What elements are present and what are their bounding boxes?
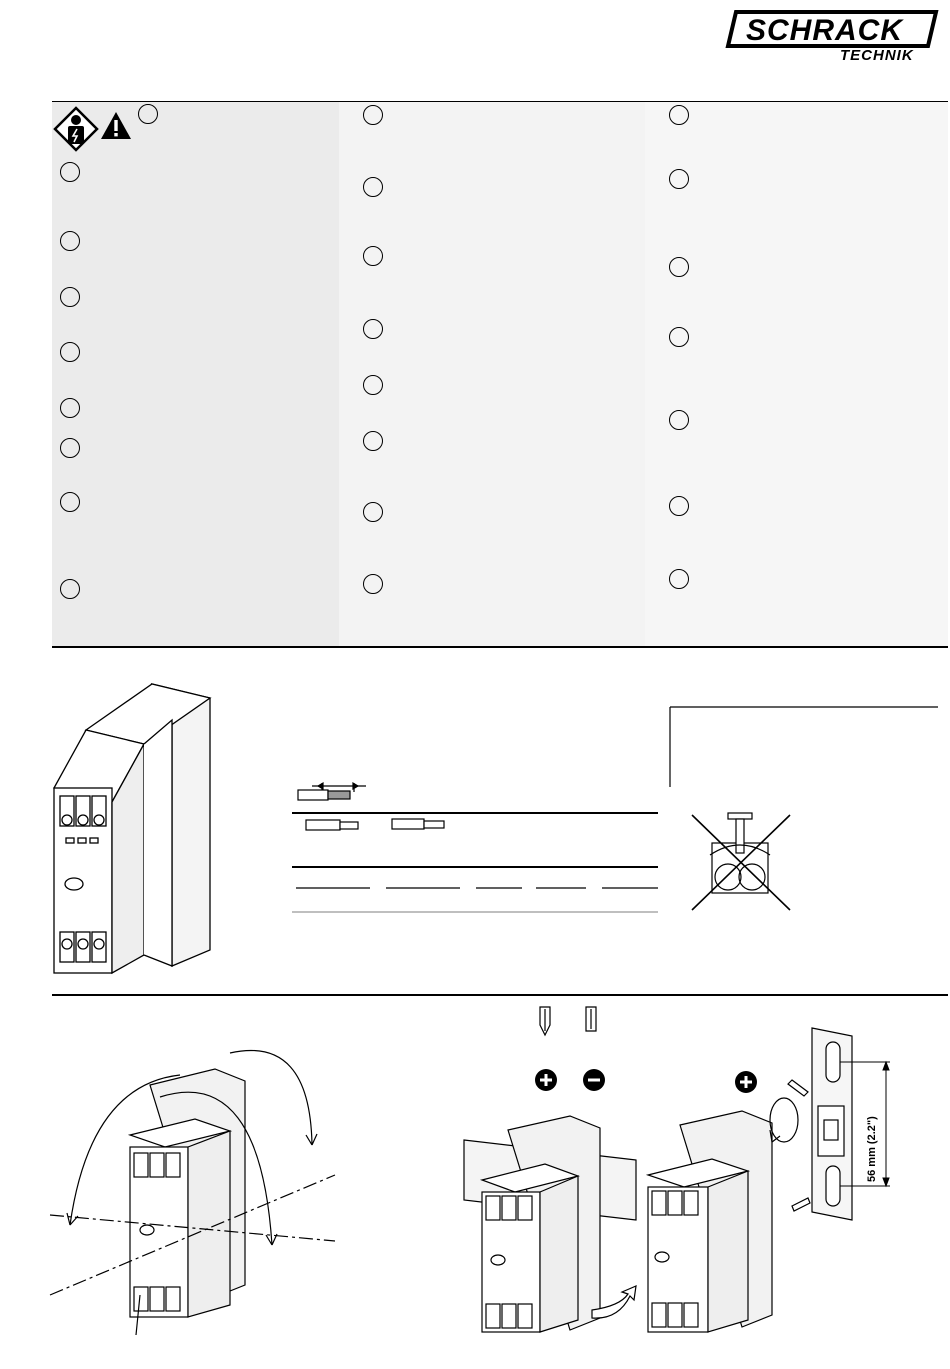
section-divider-middle <box>52 646 948 648</box>
language-marker <box>60 579 80 599</box>
language-marker <box>363 431 383 451</box>
language-marker <box>669 257 689 277</box>
language-marker <box>60 398 80 418</box>
language-marker <box>669 169 689 189</box>
installed-relay-illustration <box>640 1105 780 1340</box>
din-rail-mounting-illustration <box>460 1110 640 1340</box>
plus-icon <box>535 1069 557 1091</box>
language-marker <box>669 496 689 516</box>
language-marker <box>363 319 383 339</box>
instruction-column-3 <box>645 102 948 647</box>
relay-device-illustration <box>52 680 232 980</box>
language-marker <box>60 162 80 182</box>
language-marker <box>363 574 383 594</box>
language-marker <box>363 246 383 266</box>
language-marker <box>669 327 689 347</box>
language-marker <box>138 104 158 124</box>
logo-brand-sub: TECHNIK <box>840 47 914 64</box>
instruction-column-1 <box>52 102 339 647</box>
language-marker <box>60 287 80 307</box>
plus-icon <box>735 1071 757 1093</box>
language-marker <box>669 410 689 430</box>
schrack-technik-logo <box>722 6 944 64</box>
language-marker <box>363 105 383 125</box>
screwdriver-illustrations <box>530 1005 610 1065</box>
section-divider-bottom <box>52 994 948 996</box>
hole-spacing-label: 56 mm (2.2") <box>866 1116 878 1182</box>
mounting-orientation-illustration <box>50 1025 340 1335</box>
language-marker <box>669 569 689 589</box>
logo-mark <box>722 6 944 64</box>
incorrect-connection-diagram <box>670 705 940 920</box>
logo-brand-name: SCHRACK <box>746 14 903 47</box>
electrician-icon <box>53 106 99 152</box>
warning-triangle-icon <box>99 110 133 142</box>
language-marker <box>669 105 689 125</box>
language-marker <box>363 177 383 197</box>
language-marker <box>363 502 383 522</box>
language-marker <box>60 492 80 512</box>
instruction-column-2 <box>339 102 645 647</box>
language-marker <box>363 375 383 395</box>
minus-icon <box>583 1069 605 1091</box>
conductor-table-diagram <box>292 780 662 920</box>
language-marker <box>60 438 80 458</box>
language-marker <box>60 231 80 251</box>
language-marker <box>60 342 80 362</box>
